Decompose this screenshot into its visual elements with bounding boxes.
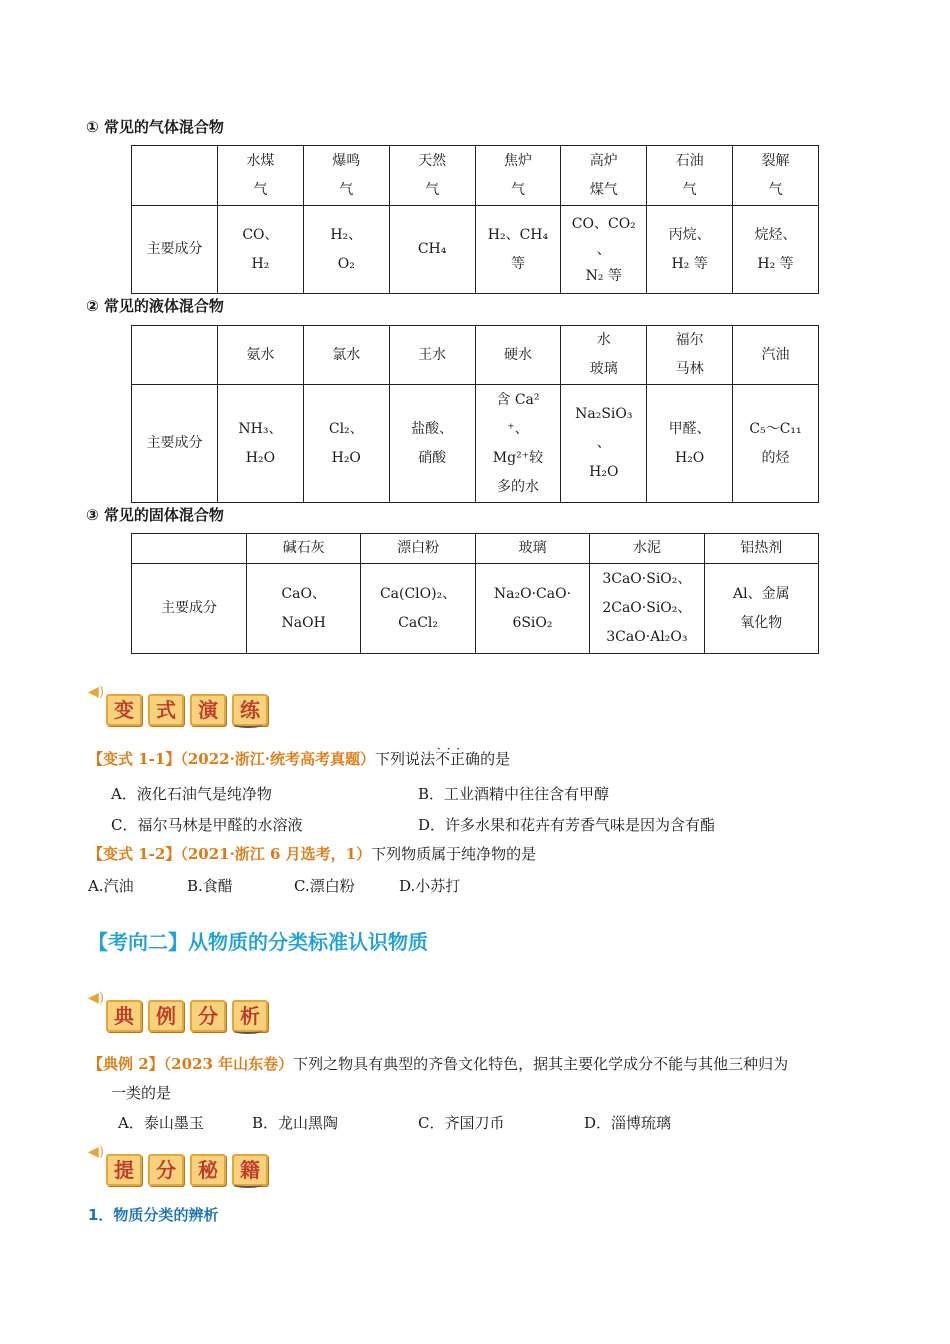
table-header: 氨水: [218, 326, 304, 385]
table-header: 漂白粉: [361, 534, 475, 564]
option-a[interactable]: A．液化石油气是纯净物: [111, 785, 272, 803]
table-cell: C₅～C₁₁ 的烃: [733, 385, 819, 503]
row-label: 主要成分: [132, 564, 247, 654]
question-1-1: [88, 748, 510, 770]
table-cell: CO、CO₂ 、 N₂ 等: [561, 206, 647, 294]
row-label: 主要成分: [132, 206, 218, 294]
option-d[interactable]: D．淄博琉璃: [584, 1114, 672, 1132]
table-cell: 含 Ca² ⁺、 Mg²⁺较 多的水: [475, 385, 561, 503]
tips-banner: [88, 1144, 288, 1188]
table-corner: [132, 326, 218, 385]
option-a[interactable]: A.汽油: [88, 877, 134, 895]
banner-char: 分: [148, 1154, 184, 1186]
banner-char: 例: [148, 1000, 184, 1032]
banner-char: 籍: [232, 1154, 268, 1186]
question-1-2: [88, 843, 536, 865]
speaker-icon: ◀): [88, 1144, 105, 1160]
question-text: 的是: [480, 750, 511, 768]
liquid-section-title: ② 常见的液体混合物: [86, 297, 224, 315]
table-cell: H₂、CH₄ 等: [475, 206, 561, 294]
banner-char: 典: [106, 1000, 142, 1032]
table-header: 裂解 气: [733, 146, 819, 206]
example-banner: [88, 990, 288, 1034]
table-header: 铝热剂: [704, 534, 818, 564]
table-cell: 3CaO·SiO₂、 2CaO·SiO₂、 3CaO·Al₂O₃: [590, 564, 704, 654]
practice-banner: [88, 684, 288, 728]
option-b[interactable]: B.食醋: [187, 877, 233, 895]
table-header: 水煤 气: [218, 146, 304, 206]
banner-char: 析: [232, 1000, 268, 1032]
banner-char: 练: [232, 694, 268, 726]
banner-char: 分: [190, 1000, 226, 1032]
option-b[interactable]: B．工业酒精中往往含有甲醇: [418, 785, 610, 803]
option-c[interactable]: C．齐国刀币: [418, 1114, 505, 1132]
speaker-icon: ◀): [88, 684, 105, 700]
option-d[interactable]: D.小苏打: [399, 877, 461, 895]
table-cell: 甲醛、 H₂O: [647, 385, 733, 503]
table-cell: 丙烷、 H₂ 等: [647, 206, 733, 294]
table-cell: CH₄: [389, 206, 475, 294]
banner-char: 提: [106, 1154, 142, 1186]
table-cell: Na₂SiO₃ 、 H₂O: [561, 385, 647, 503]
speaker-icon: ◀): [88, 990, 105, 1006]
table-cell: Ca(ClO)₂、 CaCl₂: [361, 564, 475, 654]
table-cell: 烷烃、 H₂ 等: [733, 206, 819, 294]
banner-char: 演: [190, 694, 226, 726]
table-header: 水 玻璃: [561, 326, 647, 385]
question-text: 下列之物具有典型的齐鲁文化特色，据其主要化学成分不能与其他三种归为: [293, 1055, 789, 1073]
banner-char: 秘: [190, 1154, 226, 1186]
question-text: 下列说法: [375, 750, 436, 768]
solid-section-title: ③ 常见的固体混合物: [86, 506, 224, 524]
table-header: 石油 气: [647, 146, 733, 206]
table-corner: [132, 146, 218, 206]
table-header: 天然 气: [389, 146, 475, 206]
table-header: 爆鸣 气: [303, 146, 389, 206]
table-header: 碱石灰: [247, 534, 361, 564]
table-header: 汽油: [733, 326, 819, 385]
table-cell: CaO、 NaOH: [247, 564, 361, 654]
book-icon: [234, 722, 262, 728]
table-cell: Na₂O·CaO· 6SiO₂: [475, 564, 589, 654]
liquid-mixture-table: [131, 325, 819, 503]
table-header: 硬水: [475, 326, 561, 385]
subsection-title: 1．物质分类的辨析: [88, 1206, 219, 1224]
gas-section-title: ① 常见的气体混合物: [86, 118, 224, 136]
table-header: 福尔 马林: [647, 326, 733, 385]
option-c[interactable]: C．福尔马林是甲醛的水溶液: [111, 816, 303, 834]
table-cell: 盐酸、 硝酸: [389, 385, 475, 503]
table-header: 王水: [389, 326, 475, 385]
banner-char: 式: [148, 694, 184, 726]
table-cell: NH₃、 H₂O: [218, 385, 304, 503]
table-cell: Al、金属 氧化物: [704, 564, 818, 654]
example-2: [88, 1053, 868, 1075]
question-text: 下列物质属于纯净物的是: [371, 845, 537, 863]
question-tag: 【典例 2】（2023 年山东卷）: [88, 1055, 294, 1073]
gas-mixture-table: [131, 145, 819, 294]
table-header: 焦炉 气: [475, 146, 561, 206]
option-a[interactable]: A．泰山墨玉: [118, 1114, 204, 1132]
option-b[interactable]: B．龙山黑陶: [252, 1114, 339, 1132]
option-d[interactable]: D．许多水果和花卉有芳香气味是因为含有酯: [418, 816, 716, 834]
emphasis-text: · · · 不正确: [435, 750, 480, 768]
banner-char: 变: [106, 694, 142, 726]
table-cell: Cl₂、 H₂O: [303, 385, 389, 503]
question-tag: 【变式 1-2】（2021·浙江 6 月选考，1）: [88, 845, 372, 863]
table-cell: H₂、 O₂: [303, 206, 389, 294]
row-label: 主要成分: [132, 385, 218, 503]
solid-mixture-table: [131, 533, 819, 654]
table-header: 高炉 煤气: [561, 146, 647, 206]
option-c[interactable]: C.漂白粉: [294, 877, 355, 895]
table-header: 玻璃: [475, 534, 589, 564]
table-header: 氯水: [303, 326, 389, 385]
book-icon: [234, 1028, 262, 1034]
section-heading: 【考向二】从物质的分类标准认识物质: [88, 930, 428, 954]
book-icon: [234, 1182, 262, 1188]
question-text: 一类的是: [111, 1084, 172, 1102]
table-cell: CO、 H₂: [218, 206, 304, 294]
table-header: 水泥: [590, 534, 704, 564]
question-tag: 【变式 1-1】（2022·浙江·统考高考真题）: [88, 750, 376, 768]
table-corner: [132, 534, 247, 564]
